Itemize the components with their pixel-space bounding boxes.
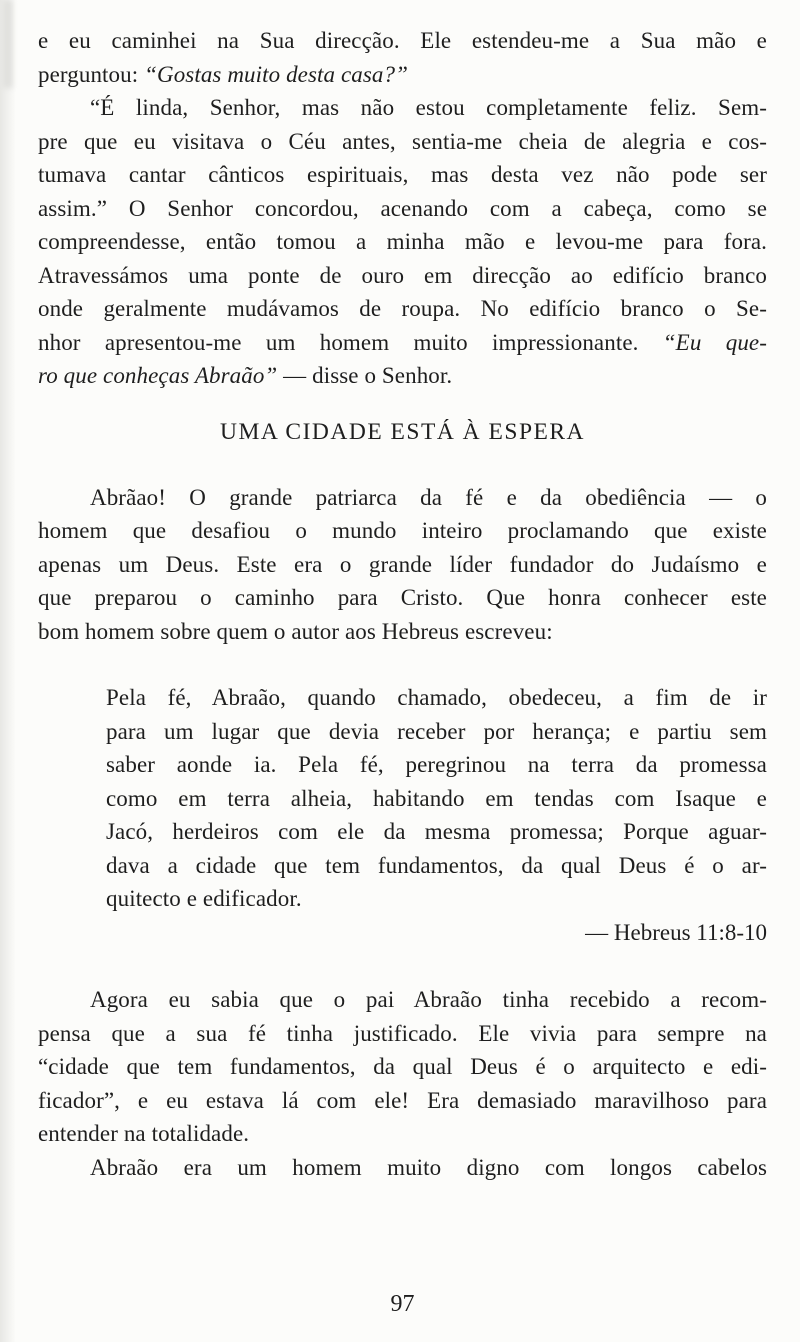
text-run: Agora eu sabia que o pai Abraão tinha recebido a recom- xyxy=(90,987,767,1012)
text-line xyxy=(38,615,767,649)
text-line xyxy=(38,1050,767,1084)
text-run: assim.” O Senhor concordou, acenando com a cabeça, como se xyxy=(38,195,767,221)
text-run: quitecto e edificador. xyxy=(106,886,302,911)
blockquote-lines xyxy=(106,681,767,916)
text-run: saber aonde ia. Pela fé, peregrinou na terra da promessa xyxy=(106,752,767,777)
text-line xyxy=(106,715,767,749)
text-run: nhor apresentou-me um homem muito impressionante. xyxy=(38,329,663,355)
text-run: Jacó, herdeiros com ele da mesma promessa; Porque aguar- xyxy=(106,819,767,844)
text-line xyxy=(38,292,767,326)
text-run: e eu caminhei na Sua direcção. Ele estendeu-me a Sua mão e xyxy=(38,28,767,53)
paragraph xyxy=(38,24,767,91)
section-heading: UMA CIDADE ESTÁ À ESPERA xyxy=(219,418,586,445)
text-line xyxy=(38,225,767,259)
text-run: Abraão era um homem muito digno com longos cabelos xyxy=(90,1154,767,1180)
text-line xyxy=(106,681,767,715)
text-line xyxy=(38,481,767,515)
text-run: como em terra alheia, habitando em tendas com Isaque e xyxy=(106,785,767,811)
page-number: 97 xyxy=(390,1291,415,1317)
text-run: “É linda, Senhor, mas não estou completamente feliz. Sem- xyxy=(90,95,767,120)
text-run: que preparou o caminho para Cristo. Que honra conhecer este xyxy=(38,585,767,610)
text-line xyxy=(38,24,767,58)
text-run: perguntou: xyxy=(38,61,145,87)
text-run: Abrãao! O grande patriarca da fé e da obediência — o xyxy=(90,484,767,510)
text-run: para um lugar que devia receber por herança; e partiu sem xyxy=(106,718,767,744)
text-run: compreendesse, então tomou a minha mão e levou-me para fora. xyxy=(38,229,767,254)
text-line xyxy=(38,58,767,92)
text-line xyxy=(38,548,767,582)
text-line xyxy=(106,849,767,883)
text-line xyxy=(106,815,767,849)
text-line xyxy=(38,581,767,615)
text-run: “cidade que tem fundamentos, da qual Deus é o arquitecto e edi- xyxy=(38,1054,767,1079)
text-line xyxy=(38,983,767,1017)
text-line xyxy=(106,882,767,916)
paragraph xyxy=(38,481,767,649)
text-run: tumava cantar cânticos espirituais, mas desta vez não pode ser xyxy=(38,162,767,187)
quote-attribution: — Hebreus 11:8-10 xyxy=(585,919,767,945)
text-line xyxy=(38,1017,767,1051)
scripture-blockquote xyxy=(106,681,767,949)
text-run: onde geralmente mudávamos de roupa. No edifício branco o Se- xyxy=(38,296,767,321)
italic-text-run: ro que conheças Abraão” xyxy=(38,363,278,388)
paragraphs-before-heading xyxy=(38,24,767,393)
text-line xyxy=(38,1151,767,1185)
text-line xyxy=(38,91,767,125)
text-line xyxy=(38,1117,767,1151)
text-line xyxy=(38,192,767,226)
text-run: bom homem sobre quem o autor aos Hebreus escreveu: xyxy=(38,618,553,644)
paragraph xyxy=(38,91,767,393)
text-run: homem que desafiou o mundo inteiro proclamando que existe xyxy=(38,518,767,543)
text-line xyxy=(38,158,767,192)
text-run: Pela fé, Abraão, quando chamado, obedeceu, a fim de ir xyxy=(106,685,767,710)
text-run: pensa que a sua fé tinha justificado. Ele vivia para sempre na xyxy=(38,1020,767,1046)
text-line xyxy=(38,326,767,360)
paragraphs-after-heading xyxy=(38,481,767,649)
text-line xyxy=(38,514,767,548)
paragraph xyxy=(38,1151,767,1185)
text-line xyxy=(38,359,767,393)
paragraph xyxy=(38,983,767,1151)
italic-text-run: “Gostas muito desta casa?” xyxy=(144,61,409,87)
text-run: Atravessámos uma ponte de ouro em direcção ao edifício branco xyxy=(38,262,767,288)
text-line xyxy=(38,259,767,293)
text-run: dava a cidade que tem fundamentos, da qual Deus é o ar- xyxy=(106,852,767,878)
text-line xyxy=(106,748,767,782)
text-run: ficador”, e eu estava lá com ele! Era demasiado maravilhoso para xyxy=(38,1087,767,1113)
text-line xyxy=(38,125,767,159)
text-run: pre que eu visitava o Céu antes, sentia-me cheia de alegria e cos- xyxy=(38,128,767,154)
text-run: — disse o Senhor. xyxy=(277,363,453,388)
text-run: entender na totalidade. xyxy=(38,1121,250,1146)
text-line xyxy=(38,1084,767,1118)
paragraphs-after-quote xyxy=(38,983,767,1184)
text-line xyxy=(106,782,767,816)
italic-text-run: “Eu que- xyxy=(662,329,767,355)
text-run: apenas um Deus. Este era o grande líder fundador do Judaísmo e xyxy=(38,551,767,577)
